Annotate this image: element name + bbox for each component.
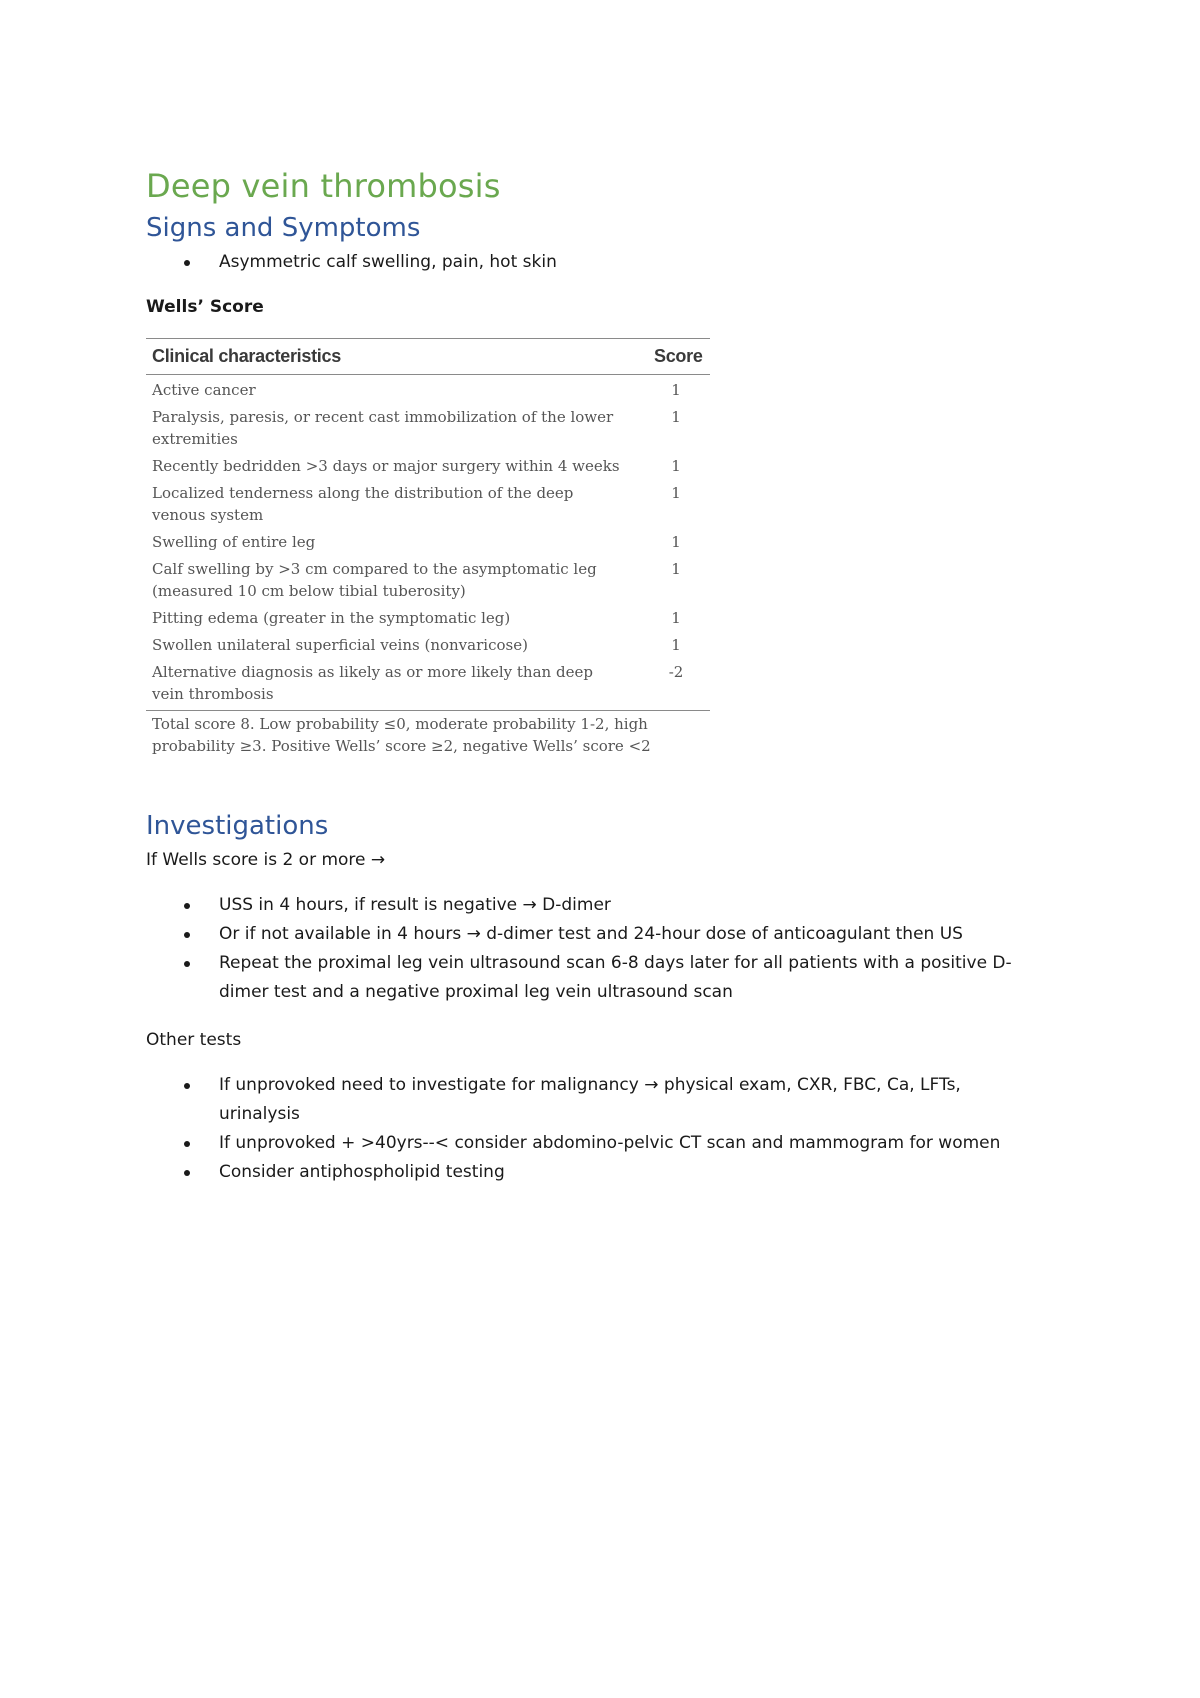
list-item: Repeat the proximal leg vein ultrasound scan 6-8 days later for all patients with a positive D- dimer test and a negative proximal leg vein ultrasound scan — [146, 949, 1012, 1007]
cell-characteristic: Paralysis, paresis, or recent cast immobilization of the lower extremities — [152, 408, 614, 448]
other-tests-list — [146, 1071, 1000, 1187]
bullet-icon — [184, 260, 190, 266]
cell-score: 1 — [671, 408, 681, 426]
bullet-icon — [184, 903, 190, 909]
list-item: Or if not available in 4 hours → d-dimer test and 24-hour dose of anticoagulant then US — [146, 920, 1012, 949]
table-body — [146, 375, 710, 710]
wells-score-table — [146, 338, 710, 755]
page-title: Deep vein thrombosis — [146, 167, 501, 205]
bullet-icon — [184, 1141, 190, 1147]
cell-characteristic: Swollen unilateral superficial veins (nonvaricose) — [152, 636, 528, 654]
cell-characteristic: Pitting edema (greater in the symptomatic leg) — [152, 609, 511, 627]
arrow-right-icon: → — [370, 850, 386, 870]
cell-score: 1 — [671, 636, 681, 654]
table-row — [146, 531, 710, 558]
table-row — [146, 406, 710, 455]
list-item: If unprovoked + >40yrs--< consider abdomino-pelvic CT scan and mammogram for women — [146, 1129, 1000, 1158]
cell-characteristic: Calf swelling by >3 cm compared to the asymptomatic leg (measured 10 cm below tibial tuberosity) — [152, 560, 597, 600]
list-item: Asymmetric calf swelling, pain, hot skin — [146, 248, 557, 277]
investigations-list — [146, 891, 1012, 1007]
cell-characteristic: Active cancer — [152, 381, 256, 399]
cell-characteristic: Swelling of entire leg — [152, 533, 316, 551]
arrow-right-icon: → — [522, 895, 537, 915]
cell-characteristic: Recently bedridden >3 days or major surgery within 4 weeks — [152, 457, 620, 475]
bullet-icon — [184, 932, 190, 938]
bullet-icon — [184, 1083, 190, 1089]
investigations-heading: Investigations — [146, 811, 329, 841]
column-header-score: Score — [654, 346, 703, 366]
cell-score: -2 — [668, 663, 684, 681]
table-row — [146, 558, 710, 607]
cell-score: 1 — [671, 609, 681, 627]
investigations-intro: If Wells score is 2 or more → — [146, 850, 386, 870]
cell-score: 1 — [671, 484, 681, 502]
list-item: USS in 4 hours, if result is negative → D-dimer — [146, 891, 1012, 920]
table-row — [146, 455, 710, 482]
table-row — [146, 482, 710, 531]
table-row — [146, 634, 710, 661]
cell-score: 1 — [671, 560, 681, 578]
column-header-characteristics: Clinical characteristics — [152, 346, 341, 366]
table-header — [146, 338, 710, 375]
cell-characteristic: Localized tenderness along the distribution of the deep venous system — [152, 484, 574, 524]
signs-symptoms-heading: Signs and Symptoms — [146, 213, 421, 243]
list-item: If unprovoked need to investigate for malignancy → physical exam, CXR, FBC, Ca, LFTs, urinalysis — [146, 1071, 1000, 1129]
cell-score: 1 — [671, 533, 681, 551]
bullet-icon — [184, 1170, 190, 1176]
table-footnote: Total score 8. Low probability ≤0, moderate probability 1-2, high probability ≥3. Positive Wells’ score ≥2, negative Wells’ score <2 — [146, 710, 710, 757]
other-tests-label: Other tests — [146, 1030, 242, 1050]
table-row — [146, 379, 710, 406]
table-row — [146, 661, 710, 710]
cell-characteristic: Alternative diagnosis as likely as or more likely than deep vein thrombosis — [152, 663, 593, 703]
cell-score: 1 — [671, 457, 681, 475]
list-item: Consider antiphospholipid testing — [146, 1158, 1000, 1187]
arrow-right-icon: → — [466, 924, 481, 944]
arrow-right-icon: → — [644, 1075, 659, 1095]
signs-list — [146, 248, 557, 277]
wells-score-label: Wells’ Score — [146, 297, 264, 317]
cell-score: 1 — [671, 381, 681, 399]
table-row — [146, 607, 710, 634]
bullet-icon — [184, 961, 190, 967]
